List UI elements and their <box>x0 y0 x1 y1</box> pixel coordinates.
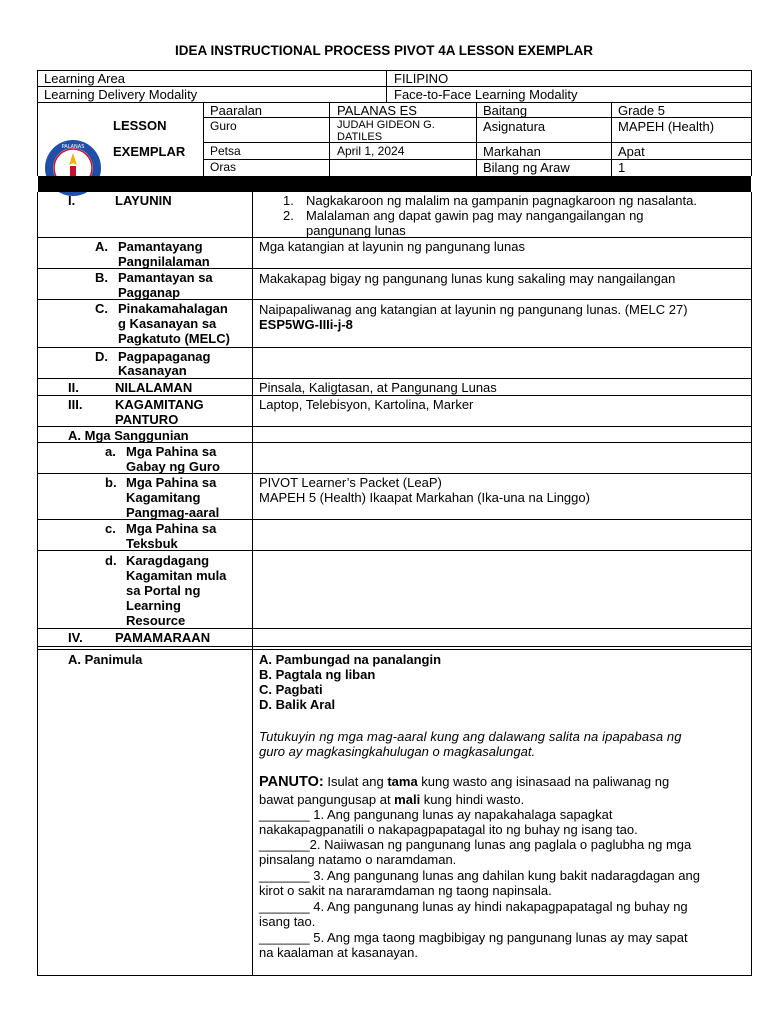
item-1-line-2: nakakapagpanatili o nakapagpapatagal ito ng buhay ng isang tao. <box>259 822 638 837</box>
days-label: Bilang ng Araw <box>483 160 570 175</box>
sub-d-label-2: Kagamitan mula <box>126 568 227 583</box>
kagamitan-value: Laptop, Telebisyon, Kartolina, Marker <box>259 397 474 412</box>
layunin-label: LAYUNIN <box>115 193 172 208</box>
row-b-label-2: Pagganap <box>118 285 181 300</box>
row-c-label-2: g Kasanayan sa <box>118 316 217 331</box>
date-value: April 1, 2024 <box>337 144 405 158</box>
kagamitan-number: III. <box>68 397 83 412</box>
pamamaraan-label: PAMAMARAAN <box>115 630 211 645</box>
row-b-value: Makakapag bigay ng pangunang lunas kung sakaling may nangailangan <box>259 271 676 286</box>
layunin-number: I. <box>68 193 76 208</box>
panuto-text-3: bawat pangungusap at <box>259 792 395 807</box>
lesson-label: LESSON <box>113 118 167 133</box>
sub-d-label-3: sa Portal ng <box>126 583 201 598</box>
row-b-label-1: Pamantayan sa <box>118 270 213 285</box>
sub-b-label-1: Mga Pahina sa <box>126 475 217 490</box>
nilalaman-value: Pinsala, Kaligtasan, at Pangunang Lunas <box>259 380 497 395</box>
sub-d-label-5: Resource <box>126 613 186 628</box>
item-3-line-1: _______ 3. Ang pangunang lunas ang dahilan kung bakit nadaragdagan ang <box>259 868 700 883</box>
row-c-value: Naipapaliwanag ang katangian at layunin ng pangunang lunas. (MELC 27) <box>259 302 688 317</box>
sub-b-label-3: Pangmag-aaral <box>126 505 220 520</box>
grade-label: Baitang <box>483 103 528 118</box>
panuto-text-2: kung wasto ang isinasaad na paliwanag ng <box>417 774 670 789</box>
sanggunian-label: A. Mga Sanggunian <box>68 428 189 443</box>
panimula-list-d: D. Balik Aral <box>259 697 336 712</box>
sub-a-letter: a. <box>105 444 116 459</box>
learning-area-label: Learning Area <box>44 71 125 86</box>
quarter-label: Markahan <box>483 144 541 159</box>
instruction-line-2: guro ay magkasingkahulugan o magkasalungat. <box>259 744 536 759</box>
layunin-item-2: Malalaman ang dapat gawin pag may nangangailangan ng <box>306 208 644 223</box>
teacher-value-1: JUDAH GIDEON G. <box>337 119 435 131</box>
row-a-label-2: Pangnilalaman <box>118 254 210 269</box>
row-a-label-1: Pamantayang <box>118 239 203 254</box>
sub-d-label-1: Karagdagang <box>126 553 210 568</box>
sub-c-letter: c. <box>105 521 116 536</box>
school-label: Paaralan <box>210 103 263 118</box>
grade-value: Grade 5 <box>618 103 665 118</box>
exemplar-label: EXEMPLAR <box>113 144 186 159</box>
school-value: PALANAS ES <box>337 103 417 118</box>
row-d-letter: D. <box>95 349 108 364</box>
row-d-label-1: Pagpapaganag <box>118 349 211 364</box>
row-b-letter: B. <box>95 270 108 285</box>
item-4-line-1: _______ 4. Ang pangunang lunas ay hindi nakapagpapatagal ng buhay ng <box>259 899 688 914</box>
sub-c-label-2: Teksbuk <box>126 536 178 551</box>
row-c-label-3: Pagkatuto (MELC) <box>118 331 230 346</box>
nilalaman-label: NILALAMAN <box>115 380 193 395</box>
svg-text:PALANAS: PALANAS <box>61 144 85 150</box>
layunin-item-1: Nagkakaroon ng malalim na gampanin pagnagkaroon ng nasalanta. <box>306 193 697 208</box>
row-d-label-2: Kasanayan <box>118 363 187 378</box>
row-c-code: ESP5WG-IIIi-j-8 <box>259 317 353 332</box>
item-5-line-1: _______ 5. Ang mga taong magbibigay ng pangunang lunas ay may sapat <box>259 930 688 945</box>
teacher-value-2: DATILES <box>337 131 383 143</box>
layunin-item-2-cont: pangunang lunas <box>306 223 406 238</box>
date-label: Petsa <box>210 144 241 158</box>
panimula-list-b: B. Pagtala ng liban <box>259 667 376 682</box>
pamamaraan-number: IV. <box>68 630 83 645</box>
sub-b-letter: b. <box>105 475 117 490</box>
panimula-list-a: A. Pambungad na panalangin <box>259 652 442 667</box>
panuto-text-4: kung hindi wasto. <box>420 792 525 807</box>
teacher-label: Guro <box>210 119 237 133</box>
learning-area-value: FILIPINO <box>394 71 449 86</box>
panuto-label: PANUTO: <box>259 774 324 790</box>
item-3-line-2: kirot o sakit na nararamdaman ng taong napinsala. <box>259 883 552 898</box>
kagamitan-label-2: PANTURO <box>115 412 179 427</box>
modality-value: Face-to-Face Learning Modality <box>394 87 578 102</box>
quarter-value: Apat <box>618 144 645 159</box>
subject-label: Asignatura <box>483 119 546 134</box>
time-label: Oras <box>210 160 237 174</box>
row-a-value: Mga katangian at layunin ng pangunang lunas <box>259 239 525 254</box>
item-1-line-1: _______ 1. Ang pangunang lunas ay napakahalaga sapagkat <box>259 807 613 822</box>
panuto-line-2 <box>259 792 524 807</box>
sub-c-label-1: Mga Pahina sa <box>126 521 217 536</box>
sub-b-value-1: PIVOT Learner’s Packet (LeaP) <box>259 475 442 490</box>
sub-b-value-2: MAPEH 5 (Health) Ikaapat Markahan (Ika-una na Linggo) <box>259 490 590 505</box>
panuto-line-1 <box>259 774 669 790</box>
sub-b-label-2: Kagamitang <box>126 490 201 505</box>
row-a-letter: A. <box>95 239 108 254</box>
sub-a-label-2: Gabay ng Guro <box>126 459 220 474</box>
nilalaman-number: II. <box>68 380 79 395</box>
row-c-label-1: Pinakamahalagan <box>118 301 228 316</box>
panuto-text-1: Isulat ang <box>323 774 388 789</box>
layunin-item-1-number: 1. <box>283 193 294 208</box>
days-value: 1 <box>618 160 626 175</box>
sub-d-label-4: Learning <box>126 598 181 613</box>
panimula-label: A. Panimula <box>68 652 143 667</box>
item-2-line-1: _______2. Naiiwasan ng pangunang lunas ang paglala o paglubha ng mga <box>259 837 692 852</box>
item-4-line-2: isang tao. <box>259 914 316 929</box>
kagamitan-label-1: KAGAMITANG <box>115 397 204 412</box>
item-5-line-2: na kaalaman at kasanayan. <box>259 945 418 960</box>
panuto-mali: mali <box>394 792 421 807</box>
sub-d-letter: d. <box>105 553 117 568</box>
sub-a-label-1: Mga Pahina sa <box>126 444 217 459</box>
panuto-tama: tama <box>387 774 418 789</box>
subject-value: MAPEH (Health) <box>618 119 715 134</box>
instruction-line-1: Tutukuyin ng mga mag-aaral kung ang dalawang salita na ipapabasa ng <box>259 729 682 744</box>
page-title: IDEA INSTRUCTIONAL PROCESS PIVOT 4A LESSON EXEMPLAR <box>174 43 594 58</box>
panimula-list-c: C. Pagbati <box>259 682 323 697</box>
row-c-letter: C. <box>95 301 108 316</box>
section-divider-bar <box>38 176 751 192</box>
modality-label: Learning Delivery Modality <box>44 87 198 102</box>
layunin-item-2-number: 2. <box>283 208 294 223</box>
item-2-line-2: pinsalang natamo o naramdaman. <box>259 852 457 867</box>
